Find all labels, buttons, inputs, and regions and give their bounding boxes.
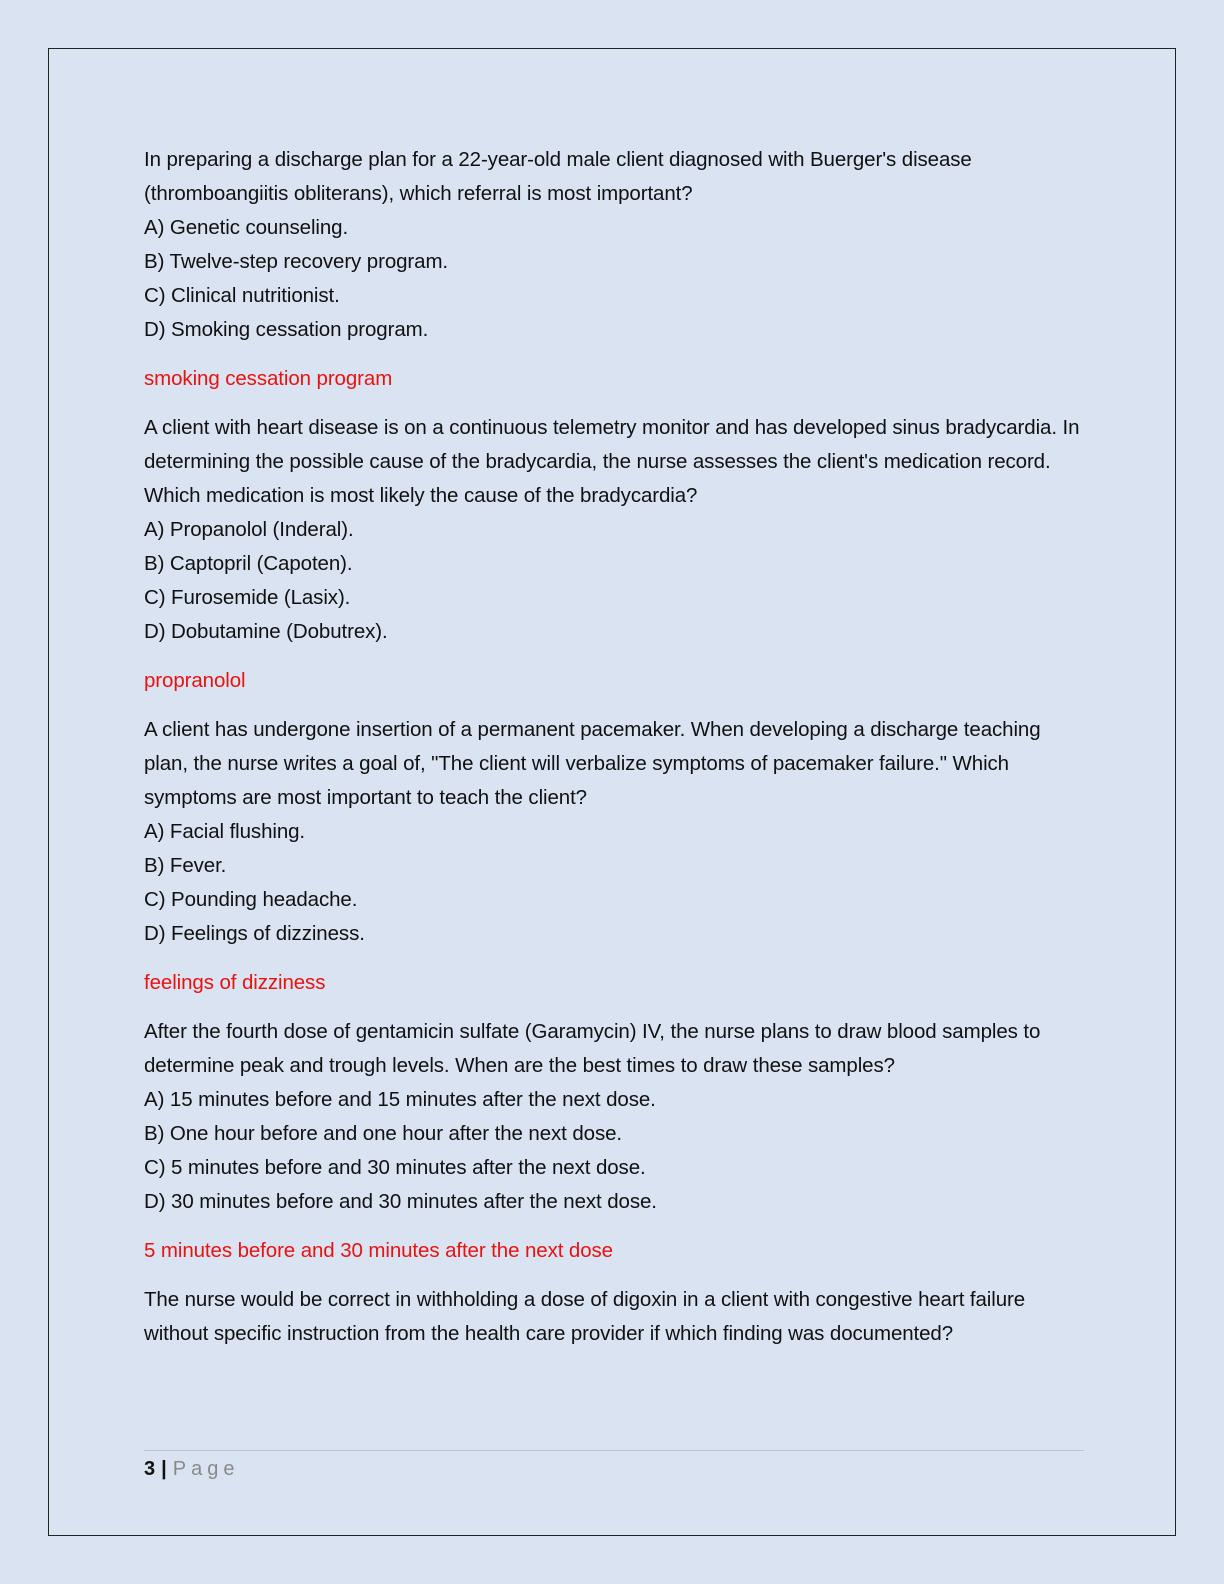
page-content (144, 143, 1084, 1351)
question-block-3 (144, 713, 1084, 1000)
footer-separator: | (161, 1458, 167, 1480)
option-b: B) Twelve-step recovery program. (144, 250, 449, 273)
page-number: 3 (144, 1458, 156, 1480)
option-d: D) Dobutamine (Dobutrex). (144, 620, 388, 643)
footer-divider (144, 1450, 1084, 1451)
question-text: A client has undergone insertion of a permanent pacemaker. When developing a discharge teaching plan, the nurse writes a goal of, "The client will verbalize symptoms of pacemaker failure." Which symptoms are most important to teach the client? (144, 718, 1041, 809)
options-list (144, 815, 1084, 951)
question-text: A client with heart disease is on a continuous telemetry monitor and has developed sinus bradycardia. In determining the possible cause of the bradycardia, the nurse assesses the client's medication record. Which medication is most likely the cause of the bradycardia? (144, 416, 1080, 507)
page-footer (144, 1455, 239, 1483)
question-block-5 (144, 1283, 1084, 1351)
option-d: D) Feelings of dizziness. (144, 922, 365, 945)
options-list (144, 1083, 1084, 1219)
option-c: C) Pounding headache. (144, 888, 358, 911)
question-text: The nurse would be correct in withholding a dose of digoxin in a client with congestive heart failure without specific instruction from the health care provider if which finding was documented? (144, 1288, 1026, 1345)
page-label: Page (172, 1458, 240, 1480)
question-block-4 (144, 1015, 1084, 1268)
option-d: D) Smoking cessation program. (144, 318, 429, 341)
answer-text: smoking cessation program (144, 367, 393, 390)
option-b: B) Captopril (Capoten). (144, 552, 353, 575)
option-b: B) One hour before and one hour after the next dose. (144, 1122, 623, 1145)
question-block-1 (144, 143, 1084, 396)
answer-text: feelings of dizziness (144, 971, 326, 994)
option-b: B) Fever. (144, 854, 227, 877)
option-a: A) Facial flushing. (144, 820, 306, 843)
option-c: C) Furosemide (Lasix). (144, 586, 351, 609)
option-a: A) Propanolol (Inderal). (144, 518, 354, 541)
option-c: C) 5 minutes before and 30 minutes after the next dose. (144, 1156, 646, 1179)
answer-text: propranolol (144, 669, 246, 692)
option-a: A) Genetic counseling. (144, 216, 349, 239)
option-d: D) 30 minutes before and 30 minutes after the next dose. (144, 1190, 657, 1213)
options-list (144, 513, 1084, 649)
question-block-2 (144, 411, 1084, 698)
option-a: A) 15 minutes before and 15 minutes after the next dose. (144, 1088, 656, 1111)
options-list (144, 211, 1084, 347)
option-c: C) Clinical nutritionist. (144, 284, 340, 307)
question-text: In preparing a discharge plan for a 22-year-old male client diagnosed with Buerger's disease (thromboangiitis obliterans), which referral is most important? (144, 148, 972, 205)
answer-text: 5 minutes before and 30 minutes after the next dose (144, 1239, 613, 1262)
question-text: After the fourth dose of gentamicin sulfate (Garamycin) IV, the nurse plans to draw blood samples to determine peak and trough levels. When are the best times to draw these samples? (144, 1020, 1041, 1077)
